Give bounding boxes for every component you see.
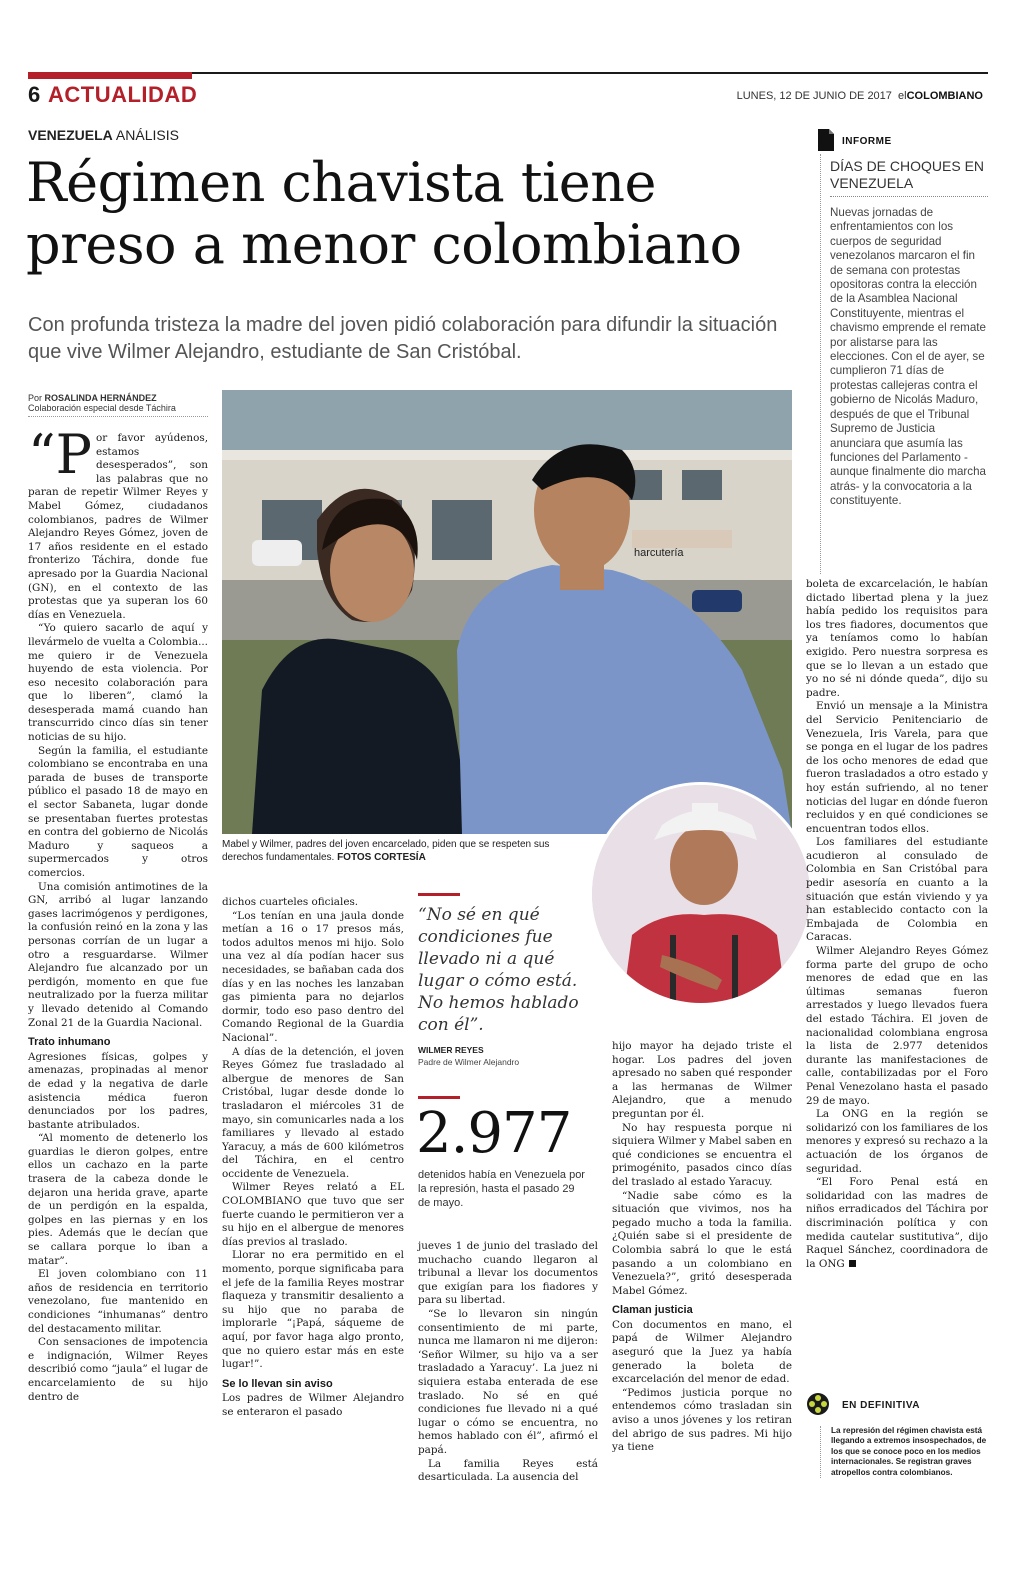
section-accent-bar — [28, 72, 192, 79]
quote-accent-rule — [418, 893, 460, 896]
son-portrait — [592, 785, 813, 1006]
caption-text: Mabel y Wilmer, padres del joven encarcelado, piden que se respeten sus derechos fundamentales. — [222, 839, 550, 863]
paragraph: Agresiones físicas, golpes y amenazas, propinadas al menor de edad y la negativa de darle asistencia médica fueron denunciados por los padres, bastante atribulados. — [28, 1050, 208, 1131]
paragraph: Según la familia, el estudiante colombiano se encontraba en una parada de buses de transporte público el pasado 18 de mayo en el sector Sabaneta, lugar donde se presentaban fuertes protestas en contra del gobierno de Nicolás Maduro y saqueos a supermercados y otros comercios. — [28, 744, 208, 879]
paragraph: Llorar no era permitido en el momento, porque significaba para el jefe de la familia Reyes mostrar flaqueza y transmitir desaliento a su hijo que no paraba de implorarle “¡Papá, sáqueme de aquí, por favor haga algo pronto, que no quiero estar más en este lugar!”. — [222, 1249, 404, 1371]
subhead-sin-aviso: Se lo llevan sin aviso — [222, 1377, 333, 1390]
end-mark-icon — [849, 1260, 856, 1267]
byline-prefix: Por — [28, 393, 45, 403]
paragraph: Wilmer Alejandro Reyes Gómez forma parte del grupo de ocho menores de edad que en las últimas semanas fueron arrestados y luego llevados fuera del estado Táchira. El joven de nacionalidad colombiana engrosa la lista de 2.977 detenidos durante las manifestaciones de calle, contabilizadas por el Foro Penal Venezolano hasta el pasado 29 de mayo. — [806, 945, 988, 1107]
paragraph: No hay respuesta porque ni siquiera Wilmer y Mabel saben en qué condiciones se encuentra el primogénito, pasados cinco días del traslado al estado Yaracuy. — [612, 1121, 792, 1188]
deck: Con profunda tristeza la madre del joven pidió colaboración para difundir la situación que vive Wilmer Alejandro, estudiante de San Cristóbal. — [28, 314, 778, 363]
paragraph: “Pedimos justicia porque no entendemos cómo trasladan sin aviso a unos jóvenes y los retiran del abrigo de sus padres. Mi hijo ya tiene — [612, 1386, 792, 1454]
headline-line-1: Régimen chavista tiene — [26, 151, 656, 214]
byline — [28, 393, 208, 417]
paragraph: Los padres de Wilmer Alejandro se enteraron el pasado — [222, 1392, 404, 1418]
paragraph: Los familiares del estudiante acudieron al consulado de Colombia en San Cristóbal para pedir asesoría en cuanto a la situación que están viviendo y ya han establecido contacto con la Embajada de Colombia en Caracas. — [806, 836, 988, 944]
summary-icon — [806, 1392, 830, 1416]
article-column-2 — [222, 896, 404, 1420]
paragraph: La familia Reyes está desarticulada. La ausencia del — [418, 1457, 598, 1484]
paragraph: Una comisión antimotines de la GN, arribó al lugar lanzando gases lacrimógenos y perdigones, la confusión reinó en la zona y las personas corrían de un lugar a otro a resguardarse. Wilmer Alejandro fue alcanzado por un perdigón, momento en que fue neutralizado por la fuerza militar y llevado detenido al Comando Zonal 21 de la Guardia Nacional. — [28, 880, 208, 1029]
parents-photo — [222, 390, 792, 834]
closing-paragraph — [806, 1176, 988, 1271]
sidebar-body: Nuevas jornadas de enfrentamientos con los cuerpos de seguridad venezolanos marcaron el fin de semana con protestas opositoras contra la elección de la Asamblea Nacional Constituyente, mientras el chavismo emprende el remate por alistarse para las elecciones. Con el de ayer, se cumplieron 71 días de protestas callejeras contra el gobierno de Nicolás Maduro, después de que el Tribunal Supremo de Justicia anunciara que asumía las funciones del Parlamento -aunque finalmente dio marcha atrás- y la convocatoria a la constituyente. — [830, 206, 986, 508]
page-number: 6 — [28, 82, 41, 107]
paragraph: “Yo quiero sacarlo de aquí y llevármelo de vuelta a Colombia... me quiero ir de Venezuela huyendo de esta violencia. Por eso necesito colaboración para que lo liberen”, clamó la desesperada mamá cuando han transcurrido cinco días sin tener noticias de su hijo. — [28, 622, 208, 744]
shop-sign: harcutería — [634, 547, 684, 559]
pull-quote: “No sé en qué condiciones fue llevado ni a qué lugar o cómo está. No hemos hablado con él”. — [418, 905, 579, 1035]
paragraph: Envió un mensaje a la Ministra del Servicio Penitenciario de Venezuela, Iris Varela, para que se ponga en el lugar de los padres de los ocho menores de edad que fueron trasladados a otro estado y hoy están sufriendo, al no tener noticias del lugar en dónde fueron recluidos y en qué condiciones se encuentran todos ellos. — [806, 700, 988, 835]
photo-caption — [222, 838, 582, 864]
sidebar-rule — [820, 154, 821, 574]
paragraph: Wilmer Reyes relató a EL COLOMBIANO que tuvo que ser fuerte cuando le permitieron ver a su hijo en el albergue de menores días previos al traslado. — [222, 1181, 404, 1248]
dropcap-quote: “ — [28, 423, 56, 486]
paragraph-text: “El Foro Penal está en solidaridad con las madres de niños erradicados del Táchira por discriminación política y con medida cautelar sustitutiva”, dijo Raquel Sánchez, coordinadora de la ONG — [806, 1176, 988, 1270]
article-column-1 — [28, 423, 208, 1404]
dropcap — [28, 423, 92, 486]
issue-date: LUNES, 12 DE JUNIO DE 2017 — [736, 90, 892, 102]
brand-prefix: el — [898, 90, 907, 102]
kicker — [28, 127, 179, 143]
main-photo — [222, 390, 792, 834]
paragraph: “Al momento de detenerlo los guardias le dieron golpes, entre ellos un cachazo en la parte trasera de la cabeza donde le dejaron una herida grave, aparte de un perdigón en la espalda, golpes en las piernas y en los pies. Además que le decían que se callara porque lo iban a matar”. — [28, 1132, 208, 1267]
paragraph: A días de la detención, el joven Reyes Gómez fue trasladado al albergue de menores de San Cristóbal, lugar desde donde lo trasladaron el miércoles 31 de mayo, sin comunicarles nada a los familiares y llevado al estado Yaracuy, a más de 600 kilómetros del Táchira, en el centro occidente de Venezuela. — [222, 1045, 404, 1180]
section-name: ACTUALIDAD — [48, 82, 198, 107]
paragraph: or favor ayúdenos, estamos desesperados”, son las palabras que no paran de repetir Wilmer Reyes y Mabel Gómez, ciudadanos colombianos, padres de Wilmer Alejandro Reyes Gómez, joven de 17 años residente en el estado fronterizo Táchira, donde fue apresado por la Guardia Nacional (GN), en el contexto de las protestas que ya superan los 60 días en Venezuela. — [28, 432, 208, 621]
paragraph: “Se lo llevaron sin ningún consentimiento de mi parte, nunca me llamaron ni me dijeron: ‘Señor Wilmer, su hijo va a ser trasladado a Yaracuy’. La juez ni siquiera estaba enterada de ese traslado. No sé en qué condiciones fue llevado ni a qué lugar o cómo se encuentra, no hemos hablado con él”, afirmó el papá. — [418, 1307, 598, 1456]
paragraph: La ONG en la región se solidarizó con los familiares de los menores y expresó su rechazo a la actuación de los órganos de seguridad. — [806, 1108, 988, 1175]
paragraph: Con documentos en mano, el papá de Wilmer Alejandro aseguró que la Juez ya había generado la boleta de excarcelación del menor de edad. — [612, 1318, 792, 1386]
photo-credit: FOTOS CORTESÍA — [337, 852, 426, 863]
kicker-topic: VENEZUELA — [28, 127, 113, 143]
brand-name: COLOMBIANO — [906, 90, 983, 102]
paragraph: “Los tenían en una jaula donde metían a 16 o 17 presos más, todos adultos menos mi hijo. Solo una vez al día podían hacer sus necesidades, se bañaban cada dos días y en las noches les lanzaban gas pimienta para no dejarlos dormir, todo eso paso dentro del Comando Regional de la Guardia Nacional”. — [222, 909, 404, 1044]
article-column-3 — [418, 1240, 598, 1485]
paragraph: dichos cuarteles oficiales. — [222, 896, 359, 908]
article-column-4 — [612, 1040, 792, 1455]
subhead-trato-inhumano: Trato inhumano — [28, 1036, 111, 1049]
stat-number: 2.977 — [416, 1101, 572, 1166]
paragraph: hijo mayor ha dejado triste el hogar. Los padres del joven apresado no saben qué responder a las hermanas de Wilmer Alejandro, que a menudo preguntan por él. — [612, 1040, 792, 1120]
en-definitiva-body: La represión del régimen chavista está llegando a extremos insospechados, de los que se conoce poco en los medios internacionales. Se registran graves atropellos contra colombianos. — [820, 1426, 988, 1478]
byline-name: ROSALINDA HERNÁNDEZ — [44, 393, 157, 403]
document-icon — [816, 128, 836, 152]
paragraph: jueves 1 de junio del traslado del muchacho cuando llegaron al tribunal a llevar los documentos que exigían para los fiadores y para su libertad. — [418, 1240, 598, 1307]
stat-description: detenidos había en Venezuela por la represión, hasta el pasado 29 de mayo. — [418, 1169, 585, 1209]
portrait-photo — [589, 782, 813, 1006]
stat-accent-rule — [418, 1096, 460, 1099]
byline-role: Colaboración especial desde Táchira — [28, 403, 176, 413]
paragraph: Con sensaciones de impotencia e indignación, Wilmer Reyes describió como “jaula” el lugar de encarcelamiento de su hijo dentro de — [28, 1336, 208, 1403]
en-definitiva-label: EN DEFINITIVA — [842, 1400, 920, 1411]
headline — [26, 152, 806, 276]
paragraph: “Nadie sabe cómo es la situación que vivimos, nos ha pegado mucho a toda la familia. ¿Quién sabe si el presidente de Colombia sabrá lo que le está pasando a un colombiano en Venezuela?”, gritó desesperada Mabel Gómez. — [612, 1189, 792, 1297]
quote-attribution-name: WILMER REYES — [418, 1045, 484, 1055]
lead-paragraph — [28, 423, 208, 622]
quote-attribution-role: Padre de Wilmer Alejandro — [418, 1057, 520, 1067]
dropcap-letter: P — [55, 423, 92, 486]
paragraph: boleta de excarcelación, le habían dictado libertad plena y la juez había pedido los requisitos para los tres fiadores, documentos que ya teníamos como lo habían exigido. Pero nuestra sorpresa es que se lo llevan a un estado que yo no sé ni dónde queda”, dijo su padre. — [806, 578, 988, 699]
dateline — [737, 90, 983, 102]
subhead-claman-justicia: Claman justicia — [612, 1304, 693, 1317]
kicker-type: ANÁLISIS — [112, 127, 179, 143]
sidebar-label: INFORME — [842, 136, 892, 147]
article-column-5 — [806, 578, 988, 1271]
sidebar-title: DÍAS DE CHOQUES EN VENEZUELA — [830, 158, 988, 197]
paragraph: El joven colombiano con 11 años de residencia en territorio venezolano, fue mantenido en condiciones “inhumanas” dentro del destacamento militar. — [28, 1268, 208, 1335]
headline-line-2: preso a menor colombiano — [26, 213, 742, 276]
